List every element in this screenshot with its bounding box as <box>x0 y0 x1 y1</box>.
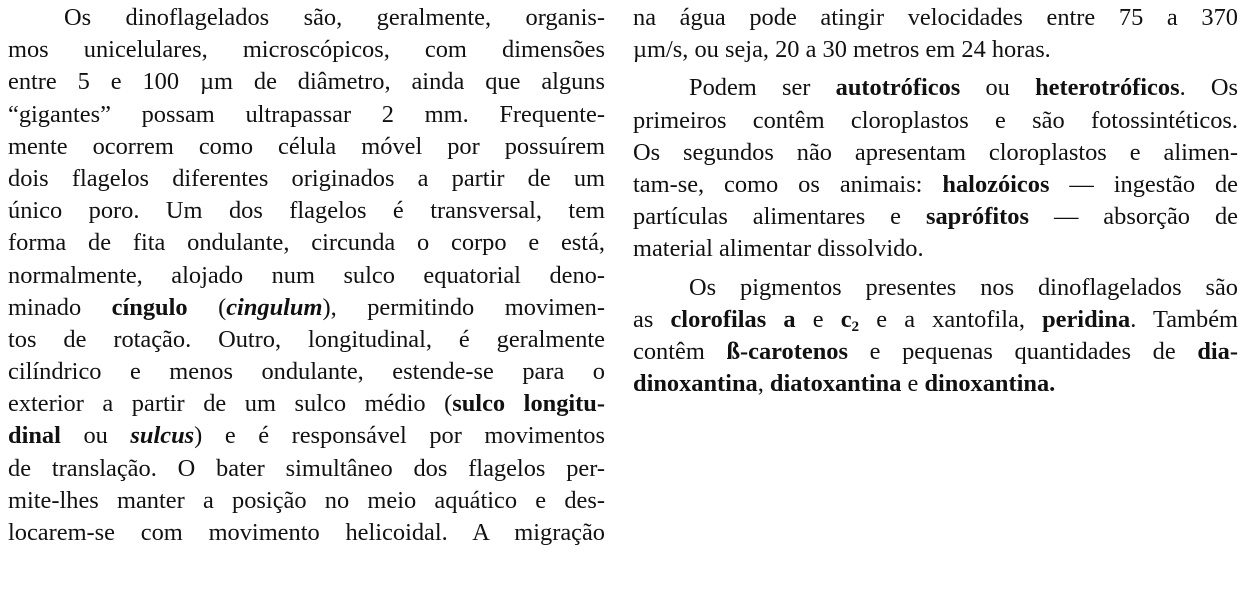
term-heterotroficos: heterotróficos <box>1035 74 1180 102</box>
text-line: mos unicelulares, microscópicos, com dimensões <box>8 36 605 64</box>
term-diadinoxantina-end: dinoxantina <box>633 370 758 398</box>
term-beta-carotenos: ß-carotenos <box>726 337 848 365</box>
text-run: — absorção de <box>1028 203 1238 231</box>
text-run: e <box>795 305 841 333</box>
text-line <box>633 169 1238 201</box>
text-line <box>633 72 1238 104</box>
text-line: mente ocorrem como célula móvel por possuírem <box>8 132 605 160</box>
text-line: primeiros contêm cloroplastos e são fotossintéticos. <box>633 106 1238 134</box>
text-run: exterior a partir de um sulco médio ( <box>8 390 453 418</box>
text-run: e a xantofila, <box>859 305 1043 333</box>
text-run: . Também <box>1130 305 1238 333</box>
text-run: ou <box>960 74 1036 102</box>
term-sulcus: sulcus <box>130 422 195 450</box>
text-line: locarem-se com movimento helicoidal. A migração <box>8 519 605 546</box>
text-line: Os dinoflagelados são, geralmente, organis- <box>64 4 605 31</box>
text-line: material alimentar dissolvido. <box>633 235 924 263</box>
text-line: cilíndrico e menos ondulante, estende-se para o <box>8 358 605 386</box>
text-run: Podem ser <box>689 74 836 102</box>
text-run: ), permitindo movimen- <box>322 293 605 321</box>
text-line: único poro. Um dos flagelos é transversal, tem <box>8 197 605 225</box>
term-autotroficos: autotróficos <box>835 74 961 102</box>
text-run: — ingestão de <box>1049 170 1238 198</box>
text-line: na água pode atingir velocidades entre 75 a 370 <box>633 4 1238 31</box>
text-run: . Os <box>1179 74 1238 102</box>
text-run: e <box>901 370 925 398</box>
text-line <box>633 368 1238 400</box>
text-line: dois flagelos diferentes originados a partir de um <box>8 164 605 192</box>
text-line: Os segundos não apresentam cloroplastos e alimen- <box>633 138 1238 166</box>
text-run: tam-se, como os animais: <box>633 170 943 198</box>
text-run: e pequenas quantidades de <box>847 337 1198 365</box>
term-peridina: peridina <box>1042 305 1131 333</box>
text-run: ( <box>187 293 227 321</box>
term-clorofilas-a: clorofilas a <box>670 305 796 333</box>
text-line <box>633 201 1238 233</box>
text-line: Os pigmentos presentes nos dinoflagelados são <box>689 273 1238 301</box>
text-line: entre 5 e 100 µm de diâmetro, ainda que alguns <box>8 68 605 96</box>
text-run: ou <box>60 422 131 450</box>
text-line <box>633 336 1238 368</box>
term-dinoxantina: dinoxantina. <box>924 370 1056 398</box>
text-run: contêm <box>633 337 727 365</box>
subscript-2: 2 <box>851 318 860 335</box>
term-sulco-longitudinal: sulco longitu- <box>452 390 605 418</box>
text-line <box>633 304 1238 336</box>
text-run: minado <box>8 293 112 321</box>
text-line: forma de fita ondulante, circunda o corpo e está, <box>8 229 605 257</box>
text-line: normalmente, alojado num sulco equatorial deno- <box>8 261 605 289</box>
text-line: tos de rotação. Outro, longitudinal, é geralmente <box>8 325 605 353</box>
text-line <box>8 388 605 420</box>
text-line: “gigantes” possam ultrapassar 2 mm. Frequente- <box>8 100 605 128</box>
text-line <box>8 420 605 452</box>
text-line <box>8 292 605 324</box>
term-clorofila-c: c <box>840 305 852 333</box>
term-saprofitos: saprófitos <box>925 203 1029 231</box>
term-sulco-longitudinal-end: dinal <box>8 422 61 450</box>
text-run: partículas alimentares e <box>633 203 926 231</box>
text-run: ) e é responsável por movimentos <box>194 422 605 450</box>
text-line: mite-lhes manter a posição no meio aquático e des- <box>8 486 605 514</box>
left-column <box>8 2 605 549</box>
text-run: as <box>633 305 671 333</box>
term-diadinoxantina: dia- <box>1197 337 1238 365</box>
term-cingulum: cingulum <box>226 293 323 321</box>
text-line: µm/s, ou seja, 20 a 30 metros em 24 horas. <box>633 36 1051 64</box>
term-halozoicos: halozóicos <box>942 170 1050 198</box>
term-diatoxantina: diatoxantina <box>769 370 902 398</box>
text-run: , <box>757 370 770 398</box>
term-cingulo: cíngulo <box>111 293 188 321</box>
right-column <box>633 2 1238 400</box>
text-line: de translação. O bater simultâneo dos flagelos per- <box>8 454 605 482</box>
